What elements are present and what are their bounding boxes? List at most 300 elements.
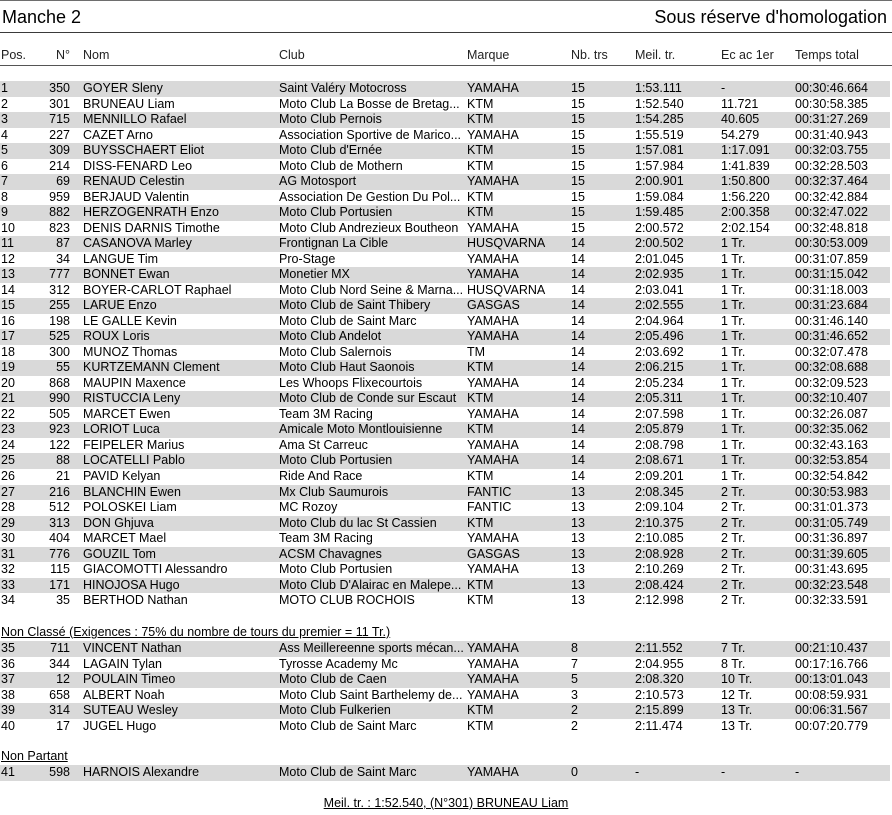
rider-name-cell: RISTUCCIA Leny <box>83 391 181 406</box>
header-total-time: Temps total <box>795 48 859 62</box>
gap-to-leader-cell: 1:56.220 <box>721 189 770 204</box>
best-lap-cell: 2:05.496 <box>635 329 684 344</box>
rider-name-cell: DON Ghjuva <box>83 515 154 530</box>
bib-number-cell: 344 <box>49 656 70 671</box>
brand-cell: YAMAHA <box>467 641 519 655</box>
rider-name-cell: CASANOVA Marley <box>83 236 192 251</box>
club-name-cell: Frontignan La Cible <box>279 236 389 251</box>
total-time-cell: 00:32:09.523 <box>795 375 868 390</box>
laps-cell: 15 <box>571 205 585 220</box>
gap-to-leader-cell: 8 Tr. <box>721 656 746 671</box>
table-row <box>0 453 890 469</box>
bib-number-cell: 34 <box>56 251 70 266</box>
laps-cell: 15 <box>571 174 585 189</box>
best-lap-cell: 2:00.572 <box>635 220 684 235</box>
table-row <box>0 236 890 252</box>
laps-cell: 2 <box>571 703 578 718</box>
position-cell: 19 <box>1 360 15 375</box>
table-row <box>0 516 890 532</box>
brand-cell: YAMAHA <box>467 562 519 577</box>
best-lap-cell: 1:53.111 <box>635 81 682 95</box>
bib-number-cell: 314 <box>49 703 70 718</box>
rider-name-cell: LARUE Enzo <box>83 298 157 313</box>
laps-cell: 14 <box>571 282 585 297</box>
laps-cell: 14 <box>571 406 585 421</box>
rider-name-cell: LORIOT Luca <box>83 422 160 437</box>
laps-cell: 15 <box>571 112 585 127</box>
position-cell: 34 <box>1 593 15 608</box>
club-name-cell: Ride And Race <box>279 469 363 483</box>
position-cell: 17 <box>1 329 15 344</box>
total-time-cell: 00:21:10.437 <box>795 641 868 655</box>
rider-name-cell: HERZOGENRATH Enzo <box>83 205 219 220</box>
bib-number-cell: 309 <box>49 143 70 158</box>
club-name-cell: AG Motosport <box>279 174 357 189</box>
table-row <box>0 159 890 175</box>
table-row <box>0 641 890 657</box>
total-time-cell: - <box>795 765 800 779</box>
brand-cell: KTM <box>467 205 494 220</box>
gap-to-leader-cell: 1 Tr. <box>721 267 746 282</box>
total-time-cell: 00:32:26.087 <box>795 406 868 421</box>
brand-cell: YAMAHA <box>467 174 519 189</box>
position-cell: 10 <box>1 220 15 235</box>
club-name-cell: Moto Club Salernois <box>279 344 392 359</box>
position-cell: 29 <box>1 515 15 530</box>
laps-cell: 15 <box>571 96 585 111</box>
gap-to-leader-cell: 1 Tr. <box>721 313 746 328</box>
gap-to-leader-cell: 1 Tr. <box>721 298 746 313</box>
table-row <box>0 283 890 299</box>
club-name-cell: Team 3M Racing <box>279 531 373 546</box>
total-time-cell: 00:32:33.591 <box>795 593 868 608</box>
best-lap-cell: 2:10.269 <box>635 562 684 577</box>
brand-cell: YAMAHA <box>467 406 519 421</box>
position-cell: 37 <box>1 672 15 687</box>
table-row <box>0 672 890 688</box>
table-row <box>0 298 890 314</box>
table-row <box>0 578 890 594</box>
total-time-cell: 00:31:46.652 <box>795 329 868 344</box>
rider-name-cell: GIACOMOTTI Alessandro <box>83 562 228 577</box>
position-cell: 11 <box>1 236 14 251</box>
total-time-cell: 00:32:53.854 <box>795 453 868 468</box>
club-name-cell: Moto Club du lac St Cassien <box>279 515 437 530</box>
club-name-cell: Moto Club de Caen <box>279 672 387 687</box>
best-lap-cell: 2:08.671 <box>635 453 684 468</box>
position-cell: 4 <box>1 127 8 142</box>
table-row <box>0 267 890 283</box>
rider-name-cell: POULAIN Timeo <box>83 672 176 687</box>
laps-cell: 13 <box>571 546 585 561</box>
total-time-cell: 00:08:59.931 <box>795 687 868 702</box>
gap-to-leader-cell: 1 Tr. <box>721 453 746 468</box>
bib-number-cell: 658 <box>49 687 70 702</box>
brand-cell: KTM <box>467 158 494 173</box>
rider-name-cell: MUNOZ Thomas <box>83 344 178 359</box>
brand-cell: KTM <box>467 593 494 608</box>
brand-cell: KTM <box>467 577 494 592</box>
rider-name-cell: ROUX Loris <box>83 329 150 344</box>
brand-cell: KTM <box>467 360 494 375</box>
total-time-cell: 00:32:42.884 <box>795 189 868 204</box>
bib-number-cell: 868 <box>49 375 70 390</box>
club-name-cell: Moto Club de Conde sur Escaut <box>279 391 457 406</box>
club-name-cell: Moto Club La Bosse de Bretag... <box>279 96 460 111</box>
brand-cell: HUSQVARNA <box>467 236 546 251</box>
laps-cell: 15 <box>571 143 585 158</box>
bib-number-cell: 313 <box>49 515 70 530</box>
brand-cell: KTM <box>467 96 494 111</box>
position-cell: 8 <box>1 189 8 204</box>
laps-cell: 13 <box>571 577 585 592</box>
best-lap-cell: 2:05.234 <box>635 375 684 390</box>
total-time-cell: 00:32:08.688 <box>795 360 868 375</box>
gap-to-leader-cell: 1 Tr. <box>721 251 746 266</box>
best-lap-cell: 2:03.041 <box>635 282 684 297</box>
rider-name-cell: DENIS DARNIS Timothe <box>83 220 220 235</box>
best-lap-cell: 2:06.215 <box>635 360 684 375</box>
brand-cell: KTM <box>467 189 494 204</box>
rider-name-cell: POLOSKEI Liam <box>83 500 177 515</box>
bib-number-cell: 88 <box>56 453 70 468</box>
best-lap-cell: 2:02.555 <box>635 298 684 313</box>
table-row <box>0 422 890 438</box>
best-lap-cell: 2:05.879 <box>635 422 684 437</box>
best-lap-cell: 1:59.485 <box>635 205 684 220</box>
brand-cell: KTM <box>467 718 494 733</box>
club-name-cell: Moto Club Andelot <box>279 329 382 344</box>
bib-number-cell: 711 <box>50 641 70 655</box>
best-lap-cell: 2:08.345 <box>635 484 684 499</box>
position-cell: 12 <box>1 251 15 266</box>
brand-cell: YAMAHA <box>467 687 519 702</box>
laps-cell: 14 <box>571 375 585 390</box>
rider-name-cell: DISS-FENARD Leo <box>83 158 193 173</box>
club-name-cell: Moto Club Saint Barthelemy de... <box>279 687 463 702</box>
bib-number-cell: 198 <box>49 313 70 328</box>
position-cell: 16 <box>1 313 15 328</box>
total-time-cell: 00:31:07.859 <box>795 251 868 266</box>
header-gap: Ec ac 1er <box>721 48 774 62</box>
club-name-cell: Saint Valéry Motocross <box>279 81 407 95</box>
header-best-lap: Meil. tr. <box>635 48 676 62</box>
laps-cell: 14 <box>571 360 585 375</box>
bib-number-cell: 300 <box>49 344 70 359</box>
bib-number-cell: 823 <box>49 220 70 235</box>
rider-name-cell: JUGEL Hugo <box>83 718 157 733</box>
total-time-cell: 00:13:01.043 <box>795 672 868 687</box>
table-row <box>0 407 890 423</box>
rider-name-cell: MARCET Mael <box>83 531 167 546</box>
bib-number-cell: 227 <box>49 127 70 142</box>
club-name-cell: MOTO CLUB ROCHOIS <box>279 593 415 608</box>
position-cell: 30 <box>1 531 15 546</box>
bib-number-cell: 598 <box>49 765 70 779</box>
club-name-cell: Moto Club Fulkerien <box>279 703 391 718</box>
position-cell: 18 <box>1 344 15 359</box>
position-cell: 5 <box>1 143 8 158</box>
bib-number-cell: 216 <box>49 484 70 499</box>
laps-cell: 14 <box>571 437 585 452</box>
brand-cell: KTM <box>467 143 494 158</box>
gap-to-leader-cell: - <box>721 765 726 779</box>
total-time-cell: 00:31:18.003 <box>795 282 868 297</box>
bib-number-cell: 69 <box>56 174 70 189</box>
non-partant-label: Non Partant <box>1 749 68 763</box>
bib-number-cell: 512 <box>49 500 70 515</box>
brand-cell: YAMAHA <box>467 656 519 671</box>
best-lap-cell: 2:08.798 <box>635 437 684 452</box>
bib-number-cell: 777 <box>49 267 70 282</box>
rider-name-cell: VINCENT Nathan <box>83 641 182 655</box>
position-cell: 24 <box>1 437 15 452</box>
laps-cell: 14 <box>571 298 585 313</box>
gap-to-leader-cell: 1:50.800 <box>721 174 770 189</box>
rider-name-cell: LOCATELLI Pablo <box>83 453 185 468</box>
total-time-cell: 00:31:05.749 <box>795 515 868 530</box>
bib-number-cell: 255 <box>49 298 70 313</box>
laps-cell: 14 <box>571 267 585 282</box>
position-cell: 13 <box>1 267 15 282</box>
best-lap-cell: 2:05.311 <box>635 391 683 406</box>
bib-number-cell: 312 <box>49 282 70 297</box>
laps-cell: 7 <box>571 656 578 671</box>
position-cell: 35 <box>1 641 15 655</box>
gap-to-leader-cell: 2 Tr. <box>721 593 746 608</box>
brand-cell: YAMAHA <box>467 453 519 468</box>
bib-number-cell: 715 <box>49 112 70 127</box>
table-row <box>0 314 890 330</box>
bib-number-cell: 301 <box>49 96 70 111</box>
table-row <box>0 174 890 190</box>
best-lap-cell: 2:02.935 <box>635 267 684 282</box>
brand-cell: HUSQVARNA <box>467 282 546 297</box>
club-name-cell: Moto Club Portusien <box>279 562 393 577</box>
total-time-cell: 00:31:36.897 <box>795 531 868 546</box>
table-row <box>0 345 890 361</box>
position-cell: 39 <box>1 703 15 718</box>
best-lap-cell: 2:11.552 <box>635 641 683 655</box>
brand-cell: YAMAHA <box>467 251 519 266</box>
position-cell: 27 <box>1 484 15 499</box>
rider-name-cell: GOYER Sleny <box>83 81 163 95</box>
total-time-cell: 00:07:20.779 <box>795 718 868 733</box>
club-name-cell: Les Whoops Flixecourtois <box>279 375 423 390</box>
total-time-cell: 00:06:31.567 <box>795 703 868 718</box>
total-time-cell: 00:32:10.407 <box>795 391 868 406</box>
brand-cell: YAMAHA <box>467 81 519 95</box>
table-row <box>0 438 890 454</box>
club-name-cell: Pro-Stage <box>279 251 336 266</box>
club-name-cell: Moto Club D'Alairac en Malepe... <box>279 577 462 592</box>
table-row <box>0 703 890 719</box>
total-time-cell: 00:32:03.755 <box>795 143 868 158</box>
rider-name-cell: KURTZEMANN Clement <box>83 360 220 375</box>
table-row <box>0 329 890 345</box>
bib-number-cell: 171 <box>49 577 70 592</box>
club-name-cell: MC Rozoy <box>279 500 338 515</box>
bib-number-cell: 35 <box>56 593 70 608</box>
title-divider <box>0 32 892 33</box>
club-name-cell: Moto Club de Saint Marc <box>279 313 417 328</box>
laps-cell: 15 <box>571 81 585 95</box>
bib-number-cell: 990 <box>49 391 70 406</box>
total-time-cell: 00:31:43.695 <box>795 562 868 577</box>
rider-name-cell: GOUZIL Tom <box>83 546 156 561</box>
laps-cell: 13 <box>571 562 585 577</box>
table-row <box>0 391 890 407</box>
gap-to-leader-cell: 1 Tr. <box>721 344 746 359</box>
position-cell: 6 <box>1 158 8 173</box>
best-lap-cell: 2:09.201 <box>635 469 684 483</box>
header-num: N° <box>55 48 70 62</box>
laps-cell: 13 <box>571 500 585 515</box>
rider-name-cell: BUYSSCHAERT Eliot <box>83 143 205 158</box>
rider-name-cell: ALBERT Noah <box>83 687 165 702</box>
gap-to-leader-cell: 13 Tr. <box>721 718 753 733</box>
rider-name-cell: HINOJOSA Hugo <box>83 577 180 592</box>
position-cell: 15 <box>1 298 15 313</box>
bib-number-cell: 214 <box>49 158 70 173</box>
position-cell: 26 <box>1 469 15 483</box>
laps-cell: 2 <box>571 718 578 733</box>
position-cell: 32 <box>1 562 15 577</box>
rider-name-cell: BRUNEAU Liam <box>83 96 175 111</box>
homologation-status: Sous réserve d'homologation <box>654 7 887 27</box>
laps-cell: 0 <box>571 765 578 779</box>
club-name-cell: Amicale Moto Montlouisienne <box>279 422 443 437</box>
table-row <box>0 657 890 673</box>
gap-to-leader-cell: 11.721 <box>721 96 759 111</box>
gap-to-leader-cell: 2:02.154 <box>721 220 770 235</box>
position-cell: 1 <box>1 81 8 95</box>
position-cell: 28 <box>1 500 15 515</box>
rider-name-cell: HARNOIS Alexandre <box>83 765 200 779</box>
gap-to-leader-cell: 1 Tr. <box>721 329 746 344</box>
total-time-cell: 00:31:23.684 <box>795 298 868 313</box>
gap-to-leader-cell: 2 Tr. <box>721 577 746 592</box>
position-cell: 38 <box>1 687 15 702</box>
brand-cell: GASGAS <box>467 546 520 561</box>
laps-cell: 8 <box>571 641 578 655</box>
rider-name-cell: BOYER-CARLOT Raphael <box>83 282 232 297</box>
laps-cell: 14 <box>571 344 585 359</box>
bib-number-cell: 776 <box>49 546 70 561</box>
laps-cell: 13 <box>571 515 585 530</box>
table-row <box>0 469 890 485</box>
total-time-cell: 00:30:53.983 <box>795 484 868 499</box>
best-lap-cell: 1:54.285 <box>635 112 684 127</box>
position-cell: 22 <box>1 406 15 421</box>
header-nom: Nom <box>83 48 110 62</box>
best-lap-cell: 2:11.474 <box>635 718 683 733</box>
club-name-cell: Monetier MX <box>279 267 350 282</box>
best-lap-cell: 2:00.502 <box>635 236 684 251</box>
best-lap-cell: - <box>635 765 640 779</box>
club-name-cell: Moto Club Portusien <box>279 205 393 220</box>
best-lap-cell: 2:03.692 <box>635 344 684 359</box>
gap-to-leader-cell: 2:00.358 <box>721 205 770 220</box>
table-row <box>0 547 890 563</box>
laps-cell: 14 <box>571 469 585 483</box>
table-row <box>0 376 890 392</box>
club-name-cell: Moto Club Portusien <box>279 453 393 468</box>
table-row <box>0 562 890 578</box>
position-cell: 9 <box>1 205 8 220</box>
best-lap-cell: 1:52.540 <box>635 96 684 111</box>
gap-to-leader-cell: 1 Tr. <box>721 236 746 251</box>
bib-number-cell: 350 <box>49 81 70 95</box>
table-row <box>0 485 890 501</box>
gap-to-leader-cell: 1 Tr. <box>721 469 746 483</box>
laps-cell: 13 <box>571 593 585 608</box>
brand-cell: YAMAHA <box>467 765 519 779</box>
brand-cell: YAMAHA <box>467 267 519 282</box>
bib-number-cell: 923 <box>49 422 70 437</box>
best-lap-cell: 1:57.081 <box>635 143 684 158</box>
club-name-cell: Tyrosse Academy Mc <box>279 656 398 671</box>
club-name-cell: Moto Club de Saint Marc <box>279 718 417 733</box>
rider-name-cell: LAGAIN Tylan <box>83 656 162 671</box>
rider-name-cell: FEIPELER Marius <box>83 437 185 452</box>
table-row <box>0 531 890 547</box>
total-time-cell: 00:32:35.062 <box>795 422 868 437</box>
best-lap-cell: 2:09.104 <box>635 500 684 515</box>
gap-to-leader-cell: 7 Tr. <box>721 641 746 655</box>
brand-cell: KTM <box>467 422 494 437</box>
gap-to-leader-cell: 12 Tr. <box>721 687 753 702</box>
laps-cell: 15 <box>571 220 585 235</box>
best-lap-cell: 2:08.928 <box>635 546 684 561</box>
gap-to-leader-cell: 1 Tr. <box>721 282 746 297</box>
total-time-cell: 00:31:15.042 <box>795 267 868 282</box>
club-name-cell: Association Sportive de Marico... <box>279 127 462 142</box>
club-name-cell: ACSM Chavagnes <box>279 546 382 561</box>
gap-to-leader-cell: 54.279 <box>721 127 760 142</box>
laps-cell: 14 <box>571 236 585 251</box>
position-cell: 25 <box>1 453 15 468</box>
total-time-cell: 00:17:16.766 <box>795 656 868 671</box>
gap-to-leader-cell: 10 Tr. <box>721 672 753 687</box>
table-row <box>0 593 890 609</box>
brand-cell: KTM <box>467 703 494 718</box>
gap-to-leader-cell: 1:41.839 <box>721 158 770 173</box>
bib-number-cell: 21 <box>56 469 70 483</box>
laps-cell: 3 <box>571 687 578 702</box>
table-row <box>0 252 890 268</box>
header-club: Club <box>279 48 305 62</box>
gap-to-leader-cell: 2 Tr. <box>721 531 746 546</box>
table-row <box>0 112 890 128</box>
rider-name-cell: BERTHOD Nathan <box>83 593 188 608</box>
gap-to-leader-cell: 2 Tr. <box>721 546 746 561</box>
total-time-cell: 00:32:37.464 <box>795 174 868 189</box>
total-time-cell: 00:32:23.548 <box>795 577 868 592</box>
position-cell: 21 <box>1 391 15 406</box>
bib-number-cell: 505 <box>49 406 70 421</box>
rider-name-cell: BONNET Ewan <box>83 267 170 282</box>
laps-cell: 14 <box>571 329 585 344</box>
best-lap-summary: Meil. tr. : 1:52.540, (N°301) BRUNEAU Liam <box>323 796 569 810</box>
laps-cell: 14 <box>571 251 585 266</box>
club-name-cell: Ass Meillereenne sports mécan... <box>279 641 464 655</box>
non-classe-label: Non Classé (Exigences : 75% du nombre de tours du premier = 11 Tr.) <box>1 625 391 639</box>
header-marque: Marque <box>467 48 510 62</box>
brand-cell: YAMAHA <box>467 329 519 344</box>
brand-cell: YAMAHA <box>467 437 519 452</box>
total-time-cell: 00:31:39.605 <box>795 546 868 561</box>
